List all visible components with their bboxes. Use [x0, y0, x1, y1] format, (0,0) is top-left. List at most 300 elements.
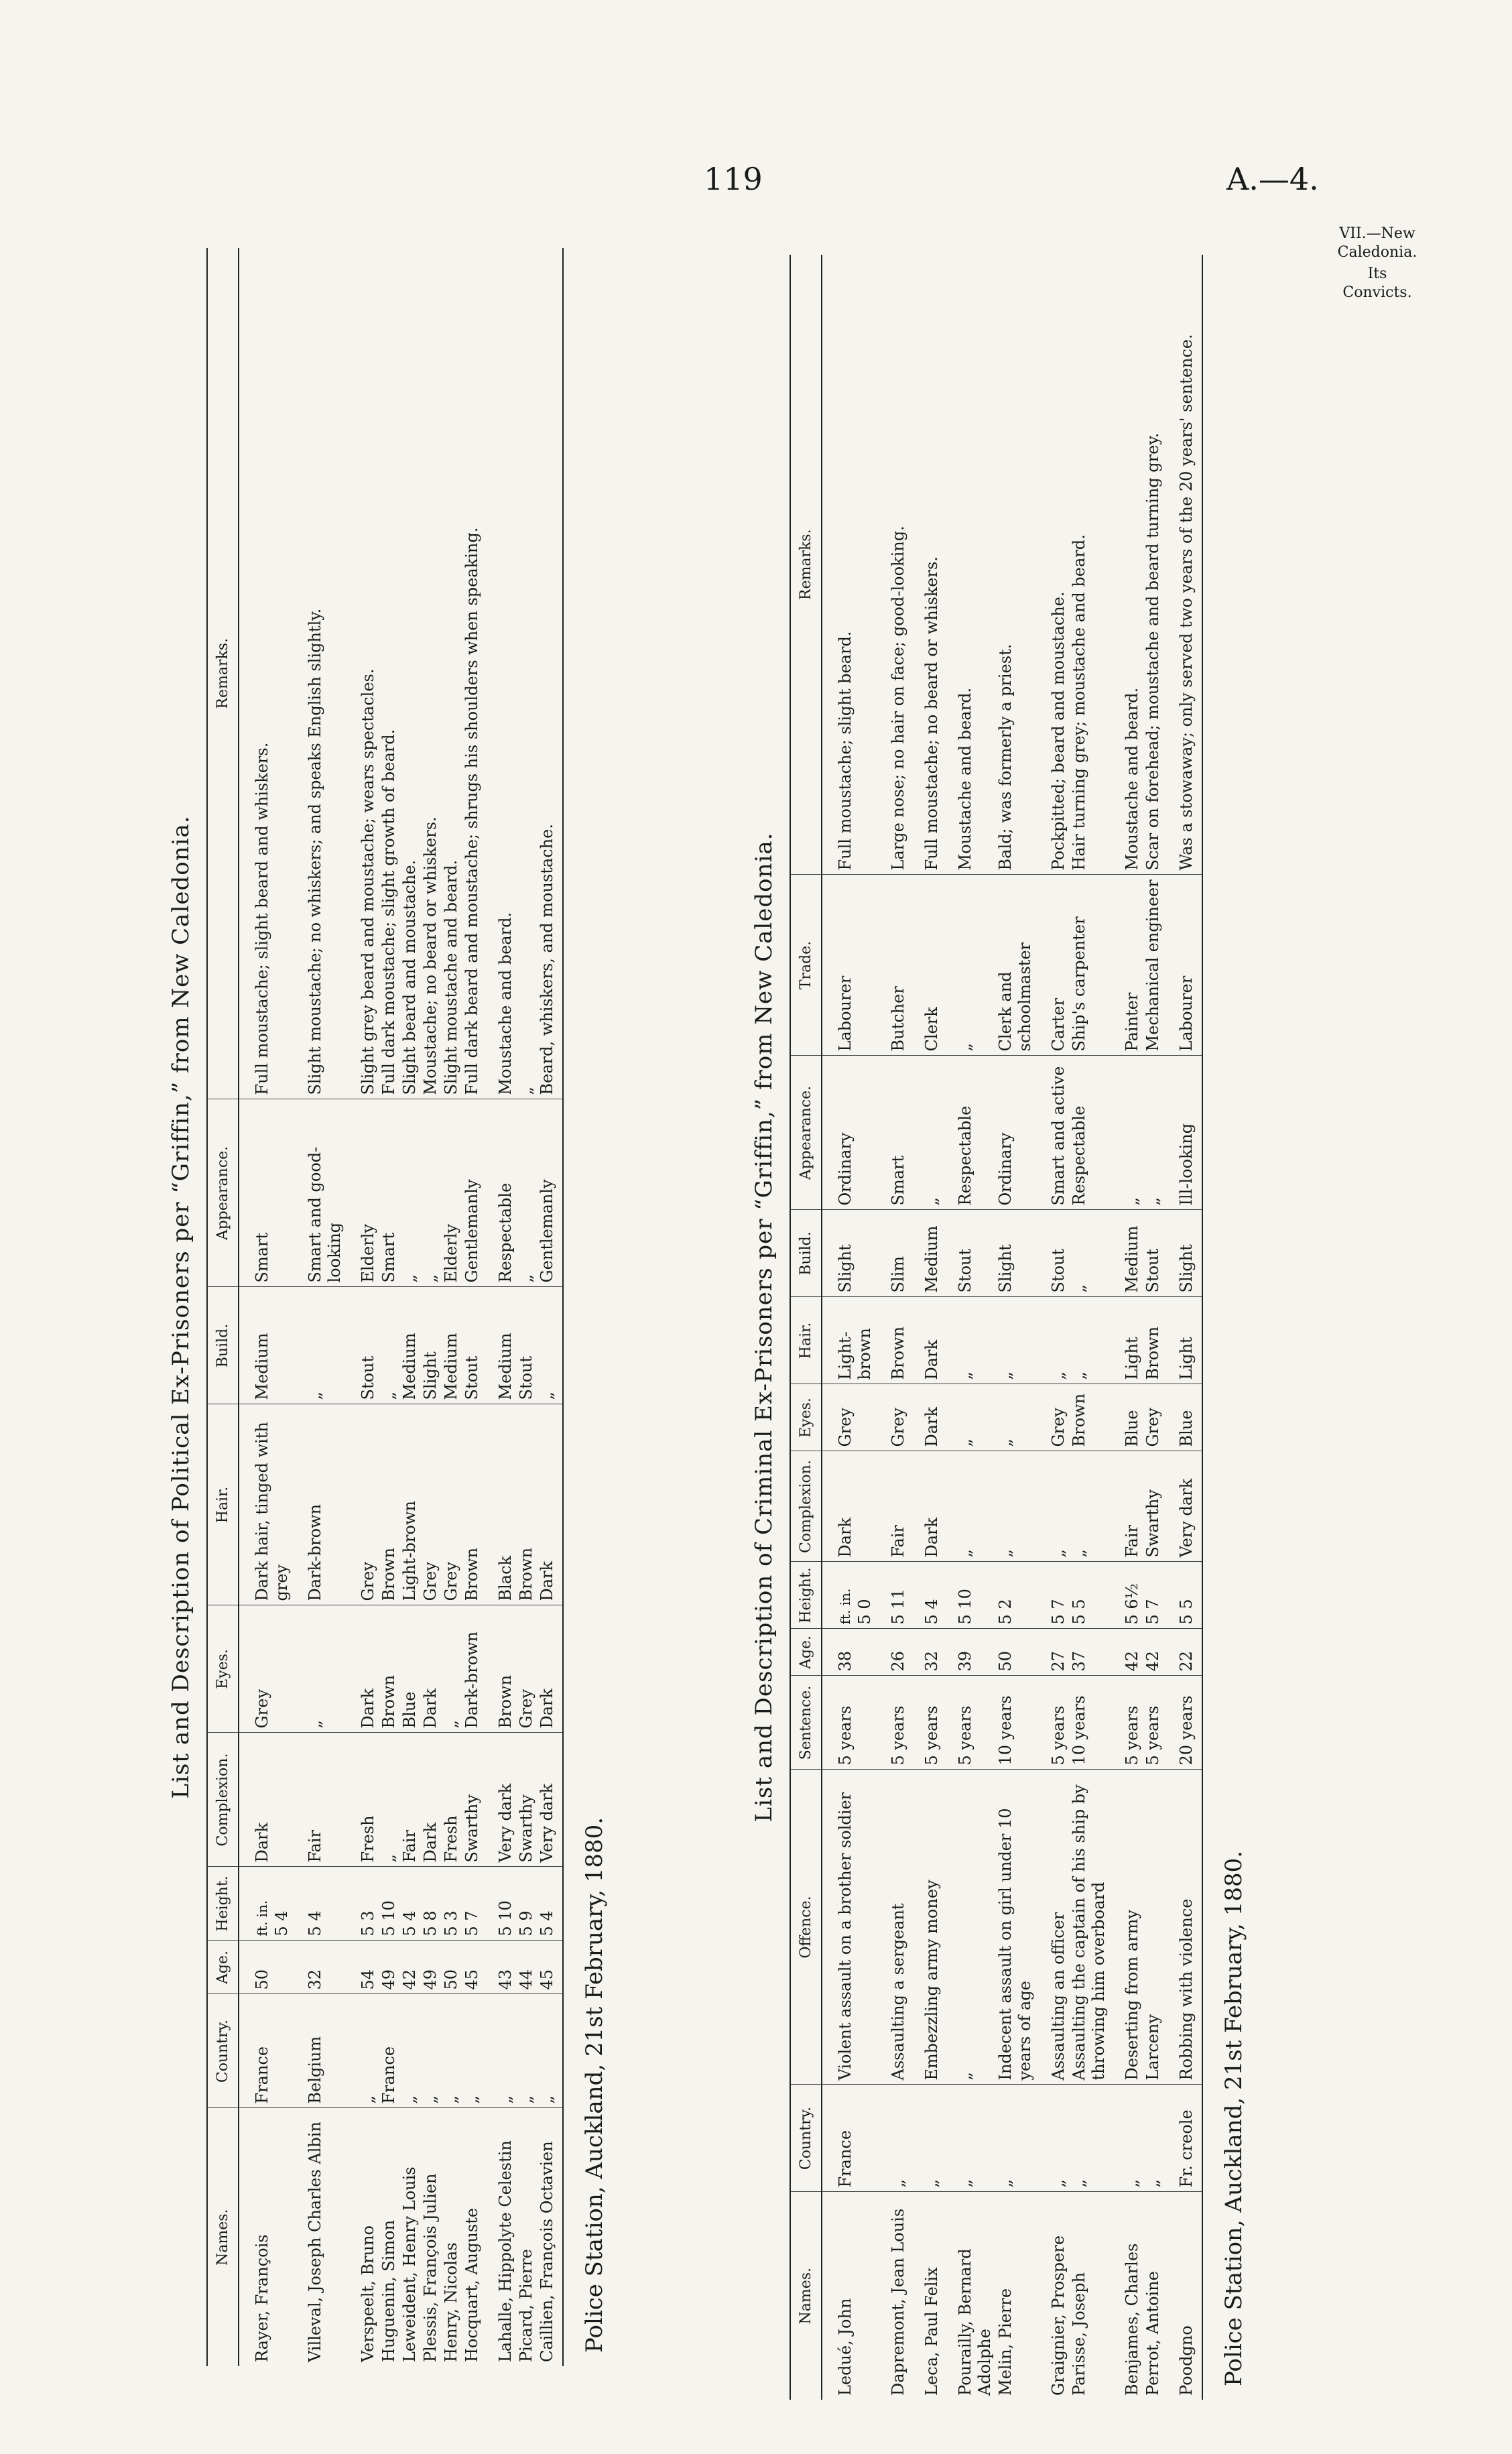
table-cell: Hair turning grey; moustache and beard.	[1069, 255, 1109, 875]
political-header-names: Names.	[207, 2108, 239, 2366]
table-cell: 5 2	[995, 1562, 1035, 1629]
table-cell: Huguenin, Simon	[379, 2219, 398, 2362]
table-cell: 5 8	[420, 1867, 441, 1941]
table-cell: Labourer	[822, 875, 875, 1056]
criminal-section	[751, 255, 1247, 2400]
criminal-header-height: Height.	[790, 1562, 822, 1629]
table-cell: Stout	[942, 1210, 995, 1297]
table-cell: Assaulting an officer	[1035, 1770, 1069, 2085]
political-header-age: Age.	[207, 1941, 239, 1994]
table-cell: „	[345, 1994, 379, 2108]
table-cell: Melin, Pierre	[996, 2288, 1015, 2396]
table-cell: „	[995, 1384, 1035, 1451]
table-cell: Full dark moustache; slight growth of beard.	[379, 248, 399, 1099]
criminal-header-remarks: Remarks.	[790, 255, 822, 875]
table-cell: Slight	[1163, 1210, 1202, 1297]
table-cell: Dark	[537, 1605, 563, 1733]
criminal-header-sentence: Sentence.	[790, 1676, 822, 1770]
criminal-header-trade: Trade.	[790, 875, 822, 1056]
table-row	[875, 255, 909, 2400]
political-table	[206, 248, 564, 2366]
table-cell: Light-brown	[399, 1404, 420, 1605]
political-header-eyes: Eyes.	[207, 1605, 239, 1733]
table-cell: 5 10	[379, 1867, 399, 1941]
table-row	[537, 248, 563, 2366]
table-cell: „	[483, 1994, 516, 2108]
table-cell: Clerk	[909, 875, 942, 1056]
table-cell: 5 years	[822, 1676, 875, 1770]
table-cell: Large nose; no hair on face; good-looking.	[875, 255, 909, 875]
table-cell: Labourer	[1163, 875, 1202, 1056]
table-cell: Hocquart, Auguste	[462, 2207, 481, 2362]
table-cell: 42	[1109, 1629, 1143, 1676]
table-cell: Grey	[239, 1605, 292, 1733]
table-cell: Dark-brown	[462, 1605, 483, 1733]
criminal-header-complexion: Complexion.	[790, 1451, 822, 1562]
table-cell: 20 years	[1163, 1676, 1202, 1770]
table-cell: „	[1069, 1297, 1109, 1384]
table-cell: „	[909, 2085, 942, 2192]
table-cell: 5 10	[483, 1867, 516, 1941]
table-cell: Bald; was formerly a priest.	[995, 255, 1035, 875]
table-row	[462, 248, 483, 2366]
table-cell: Smart	[875, 1056, 909, 1210]
table-cell: 5 10	[942, 1562, 995, 1629]
table-cell: Moustache and beard.	[1109, 255, 1143, 875]
table-cell: Stout	[516, 1287, 537, 1404]
table-cell: 5 6½	[1109, 1562, 1143, 1629]
table-cell: Brown	[875, 1297, 909, 1384]
table-cell: Parisse, Joseph	[1070, 2272, 1088, 2396]
table-cell: Moustache and beard.	[942, 255, 995, 875]
table-row	[1109, 255, 1143, 2400]
table-cell: 5 7	[1143, 1562, 1163, 1629]
table-cell: Mechanical engineer	[1143, 875, 1163, 1056]
table-cell: Moustache; no beard or whiskers.	[420, 248, 441, 1099]
table-cell: France	[239, 1994, 292, 2108]
document-reference: A.—4.	[1226, 161, 1319, 197]
table-cell	[822, 1562, 875, 1629]
table-cell: „	[1109, 1056, 1143, 1210]
table-cell: 54	[345, 1941, 379, 1994]
table-cell: Grey	[875, 1384, 909, 1451]
table-row	[995, 255, 1035, 2400]
table-cell: „	[537, 1287, 563, 1404]
table-cell: Elderly	[345, 1099, 379, 1287]
table-cell: 44	[516, 1941, 537, 1994]
table-cell: Very dark	[537, 1733, 563, 1867]
table-cell: „	[420, 1994, 441, 2108]
table-cell: Brown	[1069, 1384, 1109, 1451]
table-cell: Grey	[420, 1404, 441, 1605]
table-cell: Grey	[516, 1605, 537, 1733]
table-row	[239, 248, 292, 2366]
table-cell: 45	[462, 1941, 483, 1994]
table-cell: Indecent assault on girl under 10 years of age	[995, 1770, 1035, 2085]
political-header-appearance: Appearance.	[207, 1099, 239, 1287]
table-cell: Slight moustache and beard.	[441, 248, 462, 1099]
table-cell: Medium	[909, 1210, 942, 1297]
table-cell: „	[292, 1287, 345, 1404]
table-cell: Blue	[1163, 1384, 1202, 1451]
table-cell: 49	[379, 1941, 399, 1994]
table-cell: Smart	[379, 1099, 399, 1287]
table-cell: Slight grey beard and moustache; wears spectacles.	[345, 248, 379, 1099]
political-footer: Police Station, Auckland, 21st February, 1880.	[581, 1817, 608, 2353]
table-cell: 5 years	[1109, 1676, 1143, 1770]
table-cell: 32	[909, 1629, 942, 1676]
table-cell: Villeval, Joseph Charles Albin	[306, 2122, 324, 2362]
table-row	[420, 248, 441, 2366]
table-cell: 5 3	[345, 1867, 379, 1941]
table-cell: Brown	[379, 1605, 399, 1733]
table-cell: Stout	[1143, 1210, 1163, 1297]
table-cell: „	[516, 1994, 537, 2108]
table-cell: „	[1069, 1451, 1109, 1562]
table-cell: 50	[995, 1629, 1035, 1676]
table-row	[399, 248, 420, 2366]
table-row	[1163, 255, 1202, 2400]
criminal-header-offence: Offence.	[790, 1770, 822, 2085]
table-cell: 32	[292, 1941, 345, 1994]
table-cell: Was a stowaway; only served two years of the 20 years' sentence.	[1163, 255, 1202, 875]
table-cell: „	[942, 1451, 995, 1562]
table-cell: Dark	[537, 1404, 563, 1605]
table-cell: „	[909, 1056, 942, 1210]
table-cell: Ordinary	[822, 1056, 875, 1210]
table-cell: „	[441, 1994, 462, 2108]
table-cell: 5 4	[537, 1867, 563, 1941]
table-row	[483, 248, 516, 2366]
table-row	[441, 248, 462, 2366]
table-cell	[239, 1867, 292, 1941]
table-cell: 5 7	[462, 1867, 483, 1941]
table-cell: 39	[942, 1629, 995, 1676]
table-cell: „	[292, 1605, 345, 1733]
table-cell: Full moustache; slight beard.	[822, 255, 875, 875]
table-cell: 5 years	[909, 1676, 942, 1770]
table-cell: Plessis, François Julien	[421, 2173, 440, 2362]
table-cell: Blue	[1109, 1384, 1143, 1451]
table-cell: „	[875, 2085, 909, 2192]
table-cell: Benjames, Charles	[1123, 2243, 1141, 2396]
table-cell: 42	[399, 1941, 420, 1994]
table-cell: „	[399, 1099, 420, 1287]
table-cell: Carter	[1035, 875, 1069, 1056]
table-cell: „	[516, 248, 537, 1099]
table-cell: 5 years	[1143, 1676, 1163, 1770]
table-cell: Brown	[379, 1404, 399, 1605]
table-row	[516, 248, 537, 2366]
table-cell: „	[420, 1099, 441, 1287]
table-cell: 5 4	[399, 1867, 420, 1941]
political-header-height: Height.	[207, 1867, 239, 1941]
height-value: 5 0	[855, 1599, 874, 1625]
table-cell: Light-brown	[822, 1297, 875, 1384]
table-cell: Grey	[1035, 1384, 1069, 1451]
table-cell: Pockpitted; beard and moustache.	[1035, 255, 1069, 875]
page-number: 119	[704, 161, 763, 197]
table-cell: „	[399, 1994, 420, 2108]
table-cell: Smart	[239, 1099, 292, 1287]
table-cell: Grey	[1143, 1384, 1163, 1451]
criminal-header-age: Age.	[790, 1629, 822, 1676]
table-cell: Very dark	[1163, 1451, 1202, 1562]
table-cell: Medium	[1109, 1210, 1143, 1297]
table-cell: Respectable	[483, 1099, 516, 1287]
table-cell: Graignier, Prospere	[1049, 2235, 1068, 2396]
table-cell: „	[379, 1733, 399, 1867]
table-cell: Assaulting a sergeant	[875, 1770, 909, 2085]
table-cell: Medium	[239, 1287, 292, 1404]
political-header-build: Build.	[207, 1287, 239, 1404]
table-cell: Brown	[516, 1404, 537, 1605]
table-cell: „	[1035, 2085, 1069, 2192]
table-cell: 5 4	[909, 1562, 942, 1629]
table-cell: Beard, whiskers, and moustache.	[537, 248, 563, 1099]
table-cell: „	[1109, 2085, 1143, 2192]
table-cell: Very dark	[483, 1733, 516, 1867]
political-header-complexion: Complexion.	[207, 1733, 239, 1867]
table-cell: 5 5	[1069, 1562, 1109, 1629]
table-cell: Full moustache; no beard or whiskers.	[909, 255, 942, 875]
table-cell: „	[516, 1099, 537, 1287]
table-cell: 22	[1163, 1629, 1202, 1676]
table-cell: Fresh	[441, 1733, 462, 1867]
table-cell: „	[1035, 1451, 1069, 1562]
criminal-footer: Police Station, Auckland, 21st February, 1880.	[1220, 1850, 1247, 2386]
table-row	[909, 255, 942, 2400]
table-cell: 50	[239, 1941, 292, 1994]
table-cell: Smart and good-looking	[292, 1099, 345, 1287]
table-cell: „	[995, 2085, 1035, 2192]
table-cell: Blue	[399, 1605, 420, 1733]
table-cell: Fair	[875, 1451, 909, 1562]
table-cell: Dark	[909, 1451, 942, 1562]
criminal-table-title: List and Description of Criminal Ex-Prisoners per “Griffin,” from New Caledonia.	[751, 832, 777, 1823]
table-cell: Larceny	[1143, 1770, 1163, 2085]
table-cell: Pourailly, Bernard Adolphe	[956, 2248, 994, 2396]
table-cell: Medium	[483, 1287, 516, 1404]
table-cell: Elderly	[441, 1099, 462, 1287]
table-row	[822, 255, 875, 2400]
table-cell: „	[995, 1451, 1035, 1562]
table-cell: Medium	[441, 1287, 462, 1404]
table-cell: „	[1143, 2085, 1163, 2192]
political-header-hair: Hair.	[207, 1404, 239, 1605]
table-cell: 42	[1143, 1629, 1163, 1676]
table-cell: Clerk and schoolmaster	[995, 875, 1035, 1056]
table-cell: 5 5	[1163, 1562, 1202, 1629]
table-cell: Dark	[822, 1451, 875, 1562]
table-cell: Grey	[822, 1384, 875, 1451]
table-cell: Fair	[399, 1733, 420, 1867]
table-cell: Leweident, Henry Louis	[400, 2166, 419, 2362]
table-cell: Assaulting the captain of his ship by throwing him overboard	[1069, 1770, 1109, 2085]
table-cell: 50	[441, 1941, 462, 1994]
table-row	[379, 248, 399, 2366]
table-cell: Ship's carpenter	[1069, 875, 1109, 1056]
table-cell: „	[942, 875, 995, 1056]
table-cell: Black	[483, 1404, 516, 1605]
table-cell: Dark	[345, 1605, 379, 1733]
table-cell: Violent assault on a brother soldier	[822, 1770, 875, 2085]
table-cell: „	[995, 1297, 1035, 1384]
table-cell: 45	[537, 1941, 563, 1994]
table-cell: Slight	[420, 1287, 441, 1404]
criminal-header-names: Names.	[790, 2192, 822, 2400]
table-cell: „	[1143, 1056, 1163, 1210]
table-cell: Ledué, John	[836, 2298, 855, 2396]
table-cell: Slight moustache; no whiskers; and speaks English slightly.	[292, 248, 345, 1099]
table-cell: Fresh	[345, 1733, 379, 1867]
table-cell: Respectable	[1069, 1056, 1109, 1210]
table-row	[1035, 255, 1069, 2400]
table-cell: 43	[483, 1941, 516, 1994]
table-cell: Slim	[875, 1210, 909, 1297]
table-cell: Stout	[345, 1287, 379, 1404]
table-cell: „	[1069, 2085, 1109, 2192]
table-cell: Verspeelt, Bruno	[359, 2225, 377, 2362]
table-cell: Medium	[399, 1287, 420, 1404]
table-cell: Respectable	[942, 1056, 995, 1210]
table-cell: Fair	[292, 1733, 345, 1867]
table-cell: 27	[1035, 1629, 1069, 1676]
criminal-header-eyes: Eyes.	[790, 1384, 822, 1451]
table-cell: Butcher	[875, 875, 909, 1056]
table-cell: Fair	[1109, 1451, 1143, 1562]
table-cell: 5 11	[875, 1562, 909, 1629]
table-row	[942, 255, 995, 2400]
table-row	[1069, 255, 1109, 2400]
table-cell: 10 years	[995, 1676, 1035, 1770]
table-cell: 5 9	[516, 1867, 537, 1941]
table-cell: 5 years	[875, 1676, 909, 1770]
table-cell: Caillien, François Octavien	[537, 2108, 563, 2366]
table-cell: Brown	[483, 1605, 516, 1733]
table-cell: Leca, Paul Felix	[922, 2267, 941, 2396]
table-cell: Slight beard and moustache.	[399, 248, 420, 1099]
table-cell: Smart and active	[1035, 1056, 1069, 1210]
table-cell: Gentlemanly	[537, 1099, 563, 1287]
table-cell: 10 years	[1069, 1676, 1109, 1770]
table-cell: 38	[822, 1629, 875, 1676]
table-cell: „	[441, 1605, 462, 1733]
table-cell: Painter	[1109, 875, 1143, 1056]
table-cell: 5 years	[1035, 1676, 1069, 1770]
table-cell: Dark	[420, 1733, 441, 1867]
political-section	[168, 248, 608, 2366]
table-cell: „	[379, 1287, 399, 1404]
political-table-title: List and Description of Political Ex-Prisoners per “Griffin,” from New Caledonia.	[168, 815, 194, 1799]
table-cell: Brown	[1143, 1297, 1163, 1384]
height-unit-label: ft. in.	[254, 1900, 270, 1937]
table-cell: Swarthy	[462, 1733, 483, 1867]
table-cell: „	[942, 1770, 995, 2085]
table-row	[292, 248, 345, 2366]
criminal-header-hair: Hair.	[790, 1297, 822, 1384]
table-cell: 5 4	[292, 1867, 345, 1941]
table-row	[1143, 255, 1163, 2400]
margin-note	[1334, 225, 1421, 302]
table-cell: Swarthy	[516, 1733, 537, 1867]
criminal-header-country: Country.	[790, 2085, 822, 2192]
political-header-remarks: Remarks.	[207, 248, 239, 1099]
table-cell: Perrot, Antoine	[1143, 2271, 1162, 2396]
table-cell: „	[942, 2085, 995, 2192]
criminal-header-appearance: Appearance.	[790, 1056, 822, 1210]
table-cell: Gentlemanly	[462, 1099, 483, 1287]
table-cell: „	[462, 1994, 483, 2108]
table-cell: Embezzling army money	[909, 1770, 942, 2085]
table-cell: 37	[1069, 1629, 1109, 1676]
table-cell: Dark	[909, 1297, 942, 1384]
table-cell: „	[942, 1297, 995, 1384]
table-cell: 26	[875, 1629, 909, 1676]
table-cell: Stout	[1035, 1210, 1069, 1297]
table-cell: Belgium	[292, 1994, 345, 2108]
table-cell: France	[379, 1994, 399, 2108]
table-cell: 5 3	[441, 1867, 462, 1941]
criminal-table	[790, 255, 1203, 2400]
table-cell: Grey	[441, 1404, 462, 1605]
table-cell: „	[1069, 1210, 1109, 1297]
height-unit-label: ft. in.	[837, 1588, 853, 1625]
table-cell: Dapremont, Jean Louis	[889, 2208, 907, 2396]
table-cell: Lahalle, Hippolyte Celestin	[496, 2140, 515, 2362]
table-cell: France	[822, 2085, 875, 2192]
table-cell: Ill-looking	[1163, 1056, 1202, 1210]
table-cell: Picard, Pierre	[517, 2249, 536, 2362]
table-cell: 49	[420, 1941, 441, 1994]
table-cell: Slight	[995, 1210, 1035, 1297]
table-cell: „	[537, 1994, 563, 2108]
table-cell: Dark-brown	[292, 1404, 345, 1605]
table-cell: Dark	[420, 1605, 441, 1733]
table-cell: Dark hair, tinged with grey	[239, 1404, 292, 1605]
table-cell: Full moustache; slight beard and whiskers.	[239, 248, 292, 1099]
table-cell: Stout	[462, 1287, 483, 1404]
table-cell: Dark	[239, 1733, 292, 1867]
table-cell: Swarthy	[1143, 1451, 1163, 1562]
height-value: 5 4	[272, 1910, 291, 1937]
table-cell: Ordinary	[995, 1056, 1035, 1210]
political-header-country: Country.	[207, 1994, 239, 2108]
table-cell: Poodgno	[1163, 2192, 1202, 2400]
table-cell: Henry, Nicolas	[442, 2242, 460, 2362]
table-cell: Slight	[822, 1210, 875, 1297]
table-cell: „	[1035, 1297, 1069, 1384]
table-row	[345, 248, 379, 2366]
margin-note-topic: Its Convicts.	[1342, 265, 1412, 301]
criminal-header-build: Build.	[790, 1210, 822, 1297]
table-cell: Deserting from army	[1109, 1770, 1143, 2085]
table-cell: Dark	[909, 1384, 942, 1451]
table-cell: Scar on forehead; moustache and beard turning grey.	[1143, 255, 1163, 875]
table-cell: Fr. creole	[1163, 2085, 1202, 2192]
table-cell: 5 years	[942, 1676, 995, 1770]
table-cell: Rayer, François	[253, 2234, 271, 2362]
margin-note-section: VII.—New Caledonia.	[1337, 225, 1418, 261]
table-cell: Brown	[462, 1404, 483, 1605]
table-cell: Moustache and beard.	[483, 248, 516, 1099]
table-cell: „	[942, 1384, 995, 1451]
table-cell: 5 7	[1035, 1562, 1069, 1629]
table-cell: Full dark beard and moustache; shrugs his shoulders when speaking.	[462, 248, 483, 1099]
table-cell: Light	[1163, 1297, 1202, 1384]
table-cell: Robbing with violence	[1163, 1770, 1202, 2085]
table-cell: Light	[1109, 1297, 1143, 1384]
